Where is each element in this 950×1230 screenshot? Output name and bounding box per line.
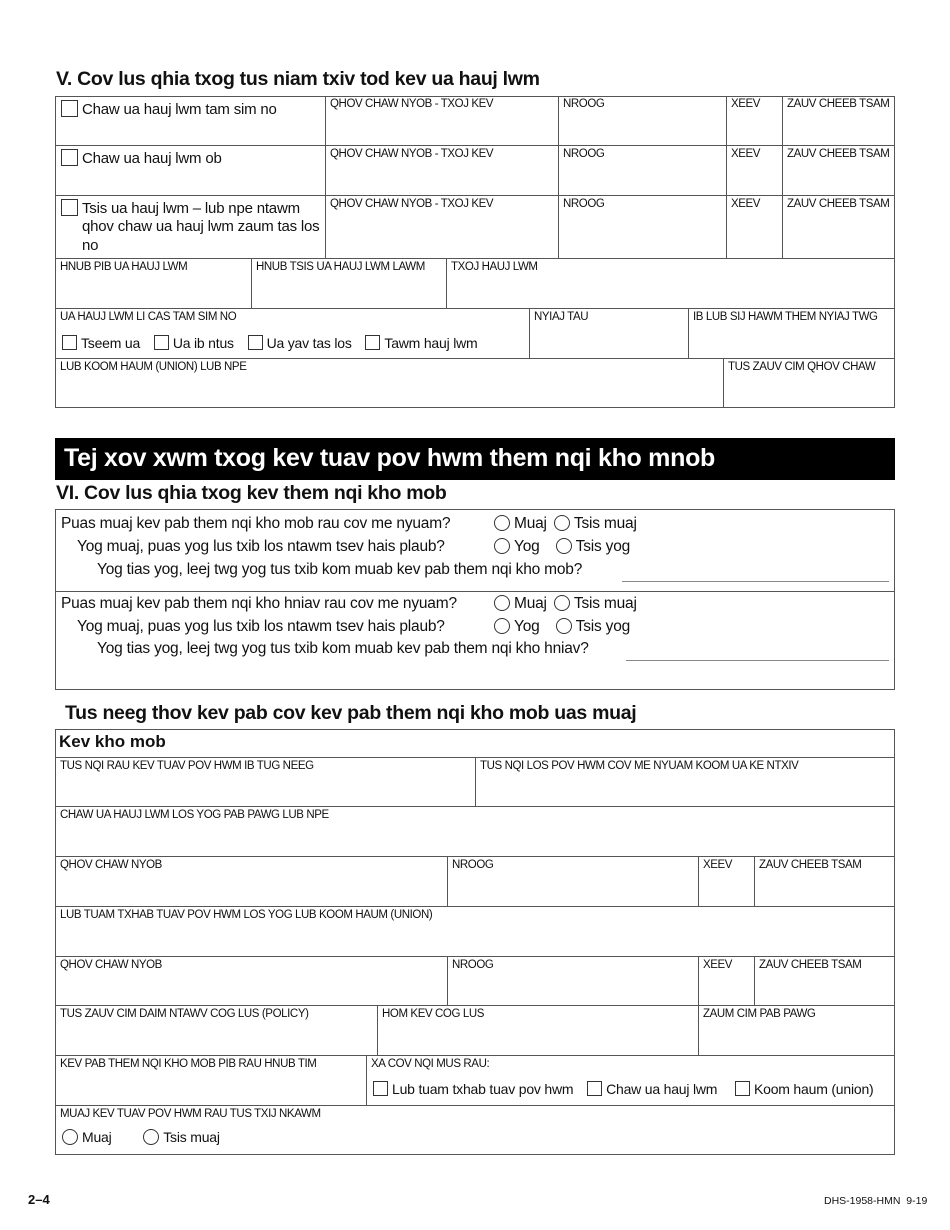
past-job-checkbox[interactable]	[248, 335, 263, 350]
state-label-2: XEEV	[731, 148, 761, 160]
extra-hours-label: IB LUB SIJ HAWM THEM NYIAJ TWG	[693, 311, 878, 323]
part-time-checkbox[interactable]	[154, 335, 169, 350]
ins-address2-label: QHOV CHAW NYOB	[60, 959, 162, 971]
ins-city-label: NROOG	[452, 859, 494, 871]
job-option-past[interactable]: Ua yav tas los	[248, 335, 352, 351]
job-option-still[interactable]: Tseem ua	[62, 335, 140, 351]
zip-label-2: ZAUV CHEEB TSAM	[787, 148, 890, 160]
dental-court-yes-option[interactable]: Yog	[494, 618, 540, 636]
provided-union-option[interactable]: Koom haum (union)	[735, 1081, 874, 1097]
medical-question-3: Yog tias yog, leej twg yog tus txib kom muab kev pab them nqi kho mob?	[97, 561, 583, 578]
group-number-label: ZAUM CIM PAB PAWG	[703, 1008, 816, 1020]
provided-employer-option[interactable]: Chaw ua hauj lwm	[587, 1081, 717, 1097]
insurance-subtitle: Kev kho mob	[59, 732, 166, 751]
last-employer-line2: qhov chaw ua hauj lwm zaum tas los	[82, 218, 320, 235]
provided-employer-checkbox[interactable]	[587, 1081, 602, 1096]
spouse-no-radio[interactable]	[143, 1129, 159, 1145]
last-employer-checkbox[interactable]	[61, 199, 78, 216]
current-employer-option[interactable]: Chaw ua hauj lwm tam sim no	[61, 100, 277, 118]
provided-by-options	[373, 1081, 884, 1097]
medical-responsible-line[interactable]	[622, 581, 889, 582]
dental-no-radio[interactable]	[554, 595, 570, 611]
medical-no-radio[interactable]	[554, 515, 570, 531]
job-status-options	[62, 335, 487, 351]
spouse-yes-radio[interactable]	[62, 1129, 78, 1145]
address-label-3: QHOV CHAW NYOB - TXOJ KEV	[330, 198, 494, 210]
medical-court-yes-option[interactable]: Yog	[494, 538, 540, 556]
last-employer-line3: no	[82, 237, 99, 254]
form-id: DHS-1958-HMN 9-19	[824, 1195, 928, 1207]
provided-by-label: XA COV NQI MUS RAU:	[371, 1058, 490, 1070]
ins-address-label: QHOV CHAW NYOB	[60, 859, 162, 871]
job-option-quit[interactable]: Tawm hauj lwm	[365, 335, 477, 351]
ins-zip2-label: ZAUV CHEEB TSAM	[759, 959, 862, 971]
medical-yes-option[interactable]: Muaj	[494, 515, 547, 533]
medical-court-no-option[interactable]: Tsis yog	[556, 538, 630, 556]
provided-union-checkbox[interactable]	[735, 1081, 750, 1096]
coverage-start-label: KEV PAB THEM NQI KHO MOB PIB RAU HNUB TIM	[60, 1058, 317, 1070]
ins-state2-label: XEEV	[703, 959, 733, 971]
ins-city2-label: NROOG	[452, 959, 494, 971]
medical-no-option[interactable]: Tsis muaj	[554, 515, 637, 533]
last-employer-option[interactable]: Tsis ua hauj lwm – lub npe ntawm	[61, 199, 300, 217]
children-coverage-label: TUS NQI LOS POV HWM COV ME NYUAM KOOM UA KE NTXIV	[480, 760, 799, 772]
spouse-yes-option[interactable]: Muaj	[62, 1129, 112, 1145]
medical-question-1: Puas muaj kev pab them nqi kho mob rau cov me nyuam?	[61, 515, 451, 532]
state-label-3: XEEV	[731, 198, 761, 210]
spouse-coverage-options	[62, 1129, 230, 1145]
second-employer-option[interactable]: Chaw ua hauj lwm ob	[61, 149, 222, 167]
policyholder-label: TUS NQI RAU KEV TUAV POV HWM IB TUG NEEG	[60, 760, 314, 772]
dental-question-3: Yog tias yog, leej twg yog tus txib kom muab kev pab them nqi kho hniav?	[97, 640, 589, 657]
dental-yes-radio[interactable]	[494, 595, 510, 611]
health-insurance-banner: Tej xov xwm txog kev tuav pov hwm them nqi kho mnob	[55, 438, 895, 480]
zip-label-1: ZAUV CHEEB TSAM	[787, 98, 890, 110]
city-label-2: NROOG	[563, 148, 605, 160]
medical-q1-options	[494, 515, 647, 533]
phone-label: TUS ZAUV CIM QHOV CHAW	[728, 361, 876, 373]
start-date-label: HNUB PIB UA HAUJ LWM	[60, 261, 188, 273]
medical-yes-radio[interactable]	[494, 515, 510, 531]
quit-job-checkbox[interactable]	[365, 335, 380, 350]
state-label-1: XEEV	[731, 98, 761, 110]
provided-insurer-option[interactable]: Lub tuam txhab tuav pov hwm	[373, 1081, 573, 1097]
section-5-title: V. Cov lus qhia txog tus niam txiv tod kev ua hauj lwm	[56, 68, 540, 90]
address-label-2: QHOV CHAW NYOB - TXOJ KEV	[330, 148, 494, 160]
page-number: 2–4	[28, 1192, 50, 1207]
dental-yes-option[interactable]: Muaj	[494, 595, 547, 613]
job-option-part-time[interactable]: Ua ib ntus	[154, 335, 234, 351]
dental-question-2: Yog muaj, puas yog lus txib los ntawm tsev hais plaub?	[77, 618, 445, 635]
still-working-checkbox[interactable]	[62, 335, 77, 350]
section-6-title: VI. Cov lus qhia txog kev them nqi kho mob	[56, 482, 447, 504]
ins-zip-label: ZAUV CHEEB TSAM	[759, 859, 862, 871]
medical-court-yes-radio[interactable]	[494, 538, 510, 554]
dental-question-1: Puas muaj kev pab them nqi kho hniav rau cov me nyuam?	[61, 595, 457, 612]
current-employer-checkbox[interactable]	[61, 100, 78, 117]
employer-name-label: CHAW UA HAUJ LWM LOS YOG PAB PAWG LUB NPE	[60, 809, 329, 821]
city-label-1: NROOG	[563, 98, 605, 110]
provided-insurer-checkbox[interactable]	[373, 1081, 388, 1096]
salary-label: NYIAJ TAU	[534, 311, 589, 323]
dental-responsible-line[interactable]	[626, 660, 889, 661]
insurance-section-title: Tus neeg thov kev pab cov kev pab them nqi kho mob uas muaj	[65, 702, 637, 724]
spouse-coverage-label: MUAJ KEV TUAV POV HWM RAU TUS TXIJ NKAWM	[60, 1108, 321, 1120]
medical-question-2: Yog muaj, puas yog lus txib los ntawm tsev hais plaub?	[77, 538, 445, 555]
insurer-label: LUB TUAM TXHAB TUAV POV HWM LOS YOG LUB KOOM HAUM (UNION)	[60, 909, 433, 921]
job-title-label: TXOJ HAUJ LWM	[451, 261, 538, 273]
city-label-3: NROOG	[563, 198, 605, 210]
address-label-1: QHOV CHAW NYOB - TXOJ KEV	[330, 98, 494, 110]
dental-court-no-radio[interactable]	[556, 618, 572, 634]
second-employer-checkbox[interactable]	[61, 149, 78, 166]
union-label: LUB KOOM HAUM (UNION) LUB NPE	[60, 361, 247, 373]
medical-q2-options	[494, 538, 640, 556]
end-date-label: HNUB TSIS UA HAUJ LWM LAWM	[256, 261, 425, 273]
policy-number-label: TUS ZAUV CIM DAIM NTAWV COG LUS (POLICY)	[60, 1008, 309, 1020]
dental-no-option[interactable]: Tsis muaj	[554, 595, 637, 613]
zip-label-3: ZAUV CHEEB TSAM	[787, 198, 890, 210]
current-job-label: UA HAUJ LWM LI CAS TAM SIM NO	[60, 311, 237, 323]
dental-court-yes-radio[interactable]	[494, 618, 510, 634]
plan-name-label: HOM KEV COG LUS	[382, 1008, 484, 1020]
dental-court-no-option[interactable]: Tsis yog	[556, 618, 630, 636]
spouse-no-option[interactable]: Tsis muaj	[143, 1129, 220, 1145]
medical-court-no-radio[interactable]	[556, 538, 572, 554]
dental-q1-options	[494, 595, 647, 613]
ins-state-label: XEEV	[703, 859, 733, 871]
dental-q2-options	[494, 618, 640, 636]
